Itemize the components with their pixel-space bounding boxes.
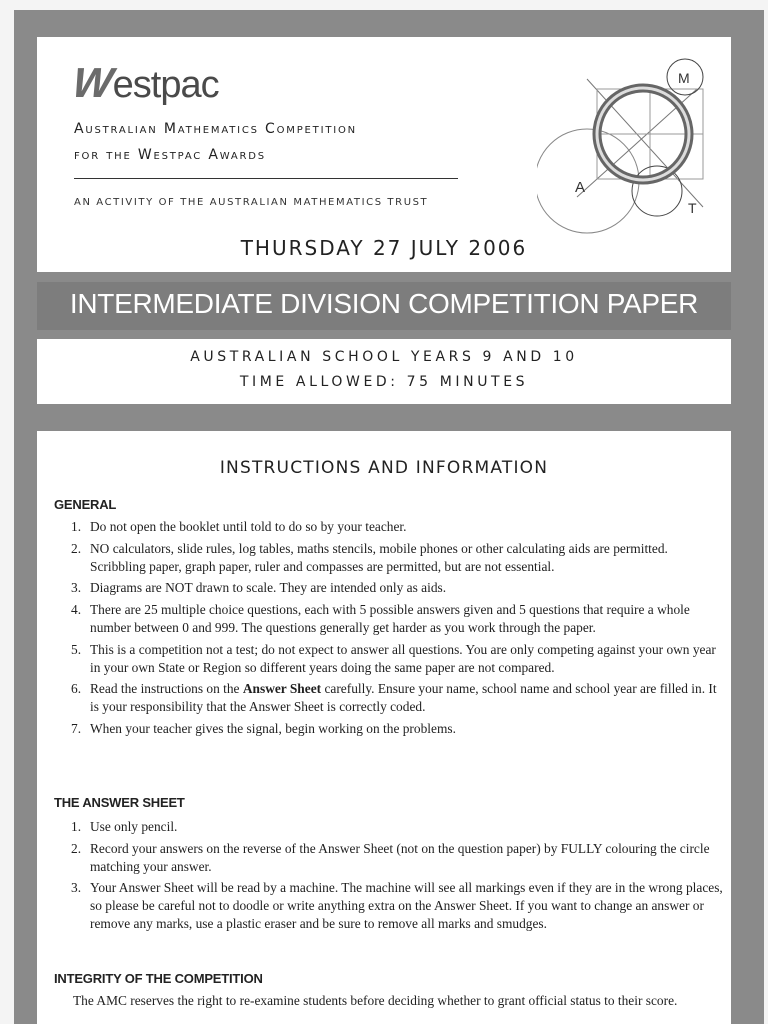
list-item: 1. Use only pencil.: [71, 819, 178, 834]
amt-letter-t: T: [688, 200, 697, 216]
westpac-logo: [65, 59, 219, 107]
list-item: 2. Record your answers on the reverse of the Answer Sheet (not on the question paper) by FULLY colouring the circle matching your answer.: [71, 840, 710, 874]
title-bar: [37, 282, 731, 330]
competition-date: THURSDAY 27 JULY 2006: [240, 236, 528, 260]
paper-title: INTERMEDIATE DIVISION COMPETITION PAPER: [69, 288, 699, 319]
years-panel: [37, 339, 731, 404]
header-panel: [37, 37, 731, 272]
answer-sheet-emphasis: Answer Sheet: [242, 681, 322, 697]
competition-name-line-2: for the Westpac Awards: [74, 147, 266, 163]
list-item: 5. This is a competition not a test; do not expect to answer all questions. You are only competing against your own year in your own State or Region so different years doing the same paper are not compared.: [71, 641, 716, 675]
integrity-heading: INTEGRITY OF THE COMPETITION: [54, 971, 263, 986]
general-heading: GENERAL: [54, 497, 117, 512]
answer-sheet-list: [54, 818, 724, 937]
list-item: 3. Diagrams are NOT drawn to scale. They are intended only as aids.: [71, 580, 447, 596]
westpac-logo-text: estpac: [112, 64, 219, 106]
instructions-panel: [37, 431, 731, 1024]
list-item: 7. When your teacher gives the signal, begin working on the problems.: [71, 720, 456, 736]
list-item: 2. NO calculators, slide rules, log tables, maths stencils, mobile phones or other calculating aids are permitted. Scribbling paper, graph paper, ruler and compasses are permitted, but are not essential.: [71, 540, 668, 574]
list-item: 6. Read the instructions on the Answer Sheet carefully. Ensure your name, school name and school year are filled in. It is your responsibility that the Answer Sheet is correctly coded.: [71, 681, 717, 715]
amt-letter-m: M: [678, 70, 690, 86]
general-list: [54, 518, 724, 742]
time-allowed: TIME ALLOWED: 75 MINUTES: [239, 374, 529, 390]
amt-letter-a: A: [575, 179, 586, 196]
header-rule: [74, 178, 458, 179]
list-item: 4. There are 25 multiple choice questions, each with 5 possible answers given and 5 questions that require a whole number between 0 and 999. The questions generally get harder as you work through the paper.: [71, 602, 690, 635]
westpac-logo-w: W: [65, 59, 120, 106]
instructions-title: INSTRUCTIONS AND INFORMATION: [219, 458, 549, 478]
activity-line: AN ACTIVITY OF THE AUSTRALIAN MATHEMATICS TRUST: [74, 197, 429, 208]
list-item: 1. Do not open the booklet until told to do so by your teacher.: [71, 519, 407, 534]
answer-sheet-heading: THE ANSWER SHEET: [54, 795, 185, 810]
school-years: AUSTRALIAN SCHOOL YEARS 9 AND 10: [190, 349, 578, 365]
list-item: 3. Your Answer Sheet will be read by a machine. The machine will see all markings even if they are in the wrong places, so please be careful not to doodle or write anything extra on the Answer Sheet. If you want to change an answer or remove any marks, use a plastic eraser and be sure to remove all marks and smudges.: [71, 880, 723, 931]
competition-name-line-1: Australian Mathematics Competition: [74, 121, 357, 137]
amt-logo-icon: [537, 49, 717, 234]
integrity-text: The AMC reserves the right to re-examine students before deciding whether to grant official status to their score.: [73, 993, 678, 1008]
